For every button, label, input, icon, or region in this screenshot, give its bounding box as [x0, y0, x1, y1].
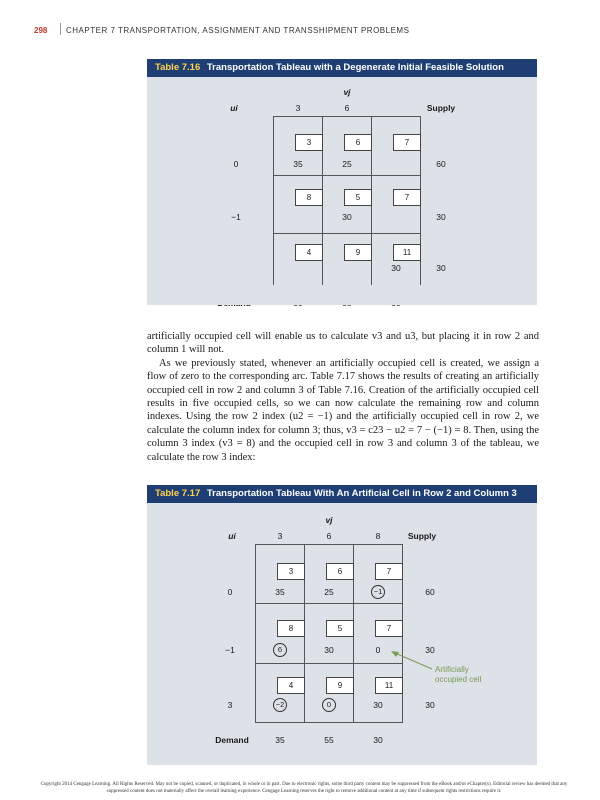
flow-value: 30 [342, 212, 352, 222]
cost-cell: 4 [277, 677, 305, 694]
chapter-title: CHAPTER 7 TRANSPORTATION, ASSIGNMENT AND TRANSSHIPMENT PROBLEMS [66, 26, 410, 35]
reduced-cost-circle: 6 [273, 643, 287, 657]
column-index: 6 [344, 103, 350, 113]
demand-value: 30 [373, 735, 383, 745]
row-index: −1 [231, 212, 241, 222]
copyright-notice: Copyright 2014 Cengage Learning. All Rights Reserved. May not be copied, scanned, or duplicated, in whole or in part. Due to electronic rights, some third party content may be suppressed from the eBook and/or eChapter(s). Editorial review has deemed that any suppressed content does not materially affect the overall learning experience. Cengage Learning reserves the right to remove additional content at any time if subsequent rights restrictions require it. [40, 782, 568, 794]
row-index: 0 [227, 587, 233, 597]
grid-line [255, 544, 403, 545]
body-text [147, 330, 539, 464]
reduced-cost-circle: −1 [371, 585, 385, 599]
grid-line [273, 116, 274, 291]
row-index: 0 [233, 159, 239, 169]
annotation-arrow-icon [387, 648, 437, 673]
cost-cell: 7 [375, 563, 403, 580]
supply-value: 60 [436, 159, 446, 169]
cost-cell: 11 [375, 677, 403, 694]
table-7-17 [147, 485, 537, 765]
row-index: 3 [227, 700, 233, 710]
table-bottom-padding [147, 285, 537, 305]
annotation-line: occupied cell [435, 675, 482, 684]
supply-header: Supply [407, 531, 437, 541]
transportation-tableau [147, 503, 537, 765]
supply-value: 30 [425, 700, 435, 710]
cost-cell: 9 [326, 677, 354, 694]
paragraph: artificially occupied cell will enable us to calculate v3 and u3, but placing it in row 2 and column 1 will not. [147, 331, 539, 356]
column-index: 3 [295, 103, 301, 113]
table-label: Table 7.17 [155, 488, 201, 499]
grid-line [255, 603, 403, 604]
table-7-16 [147, 59, 537, 303]
demand-value: 55 [324, 735, 334, 745]
grid-line [273, 175, 421, 176]
reduced-cost-circle: 0 [322, 698, 336, 712]
cost-cell: 7 [393, 189, 421, 206]
annotation-line: Artificially [435, 665, 469, 674]
grid-line [273, 233, 421, 234]
header-divider [60, 23, 61, 35]
cost-cell: 6 [326, 563, 354, 580]
cost-cell: 11 [393, 244, 421, 261]
cost-cell: 8 [295, 189, 323, 206]
supply-value: 30 [436, 263, 446, 273]
reduced-cost-circle: −2 [273, 698, 287, 712]
flow-value: 30 [324, 645, 334, 655]
supply-value: 30 [436, 212, 446, 222]
supply-value: 60 [425, 587, 435, 597]
flow-value: 35 [293, 159, 303, 169]
transportation-tableau [147, 77, 537, 303]
row-index: −1 [225, 645, 235, 655]
demand-value: 35 [275, 735, 285, 745]
flow-value: 35 [275, 587, 285, 597]
cost-cell: 5 [344, 189, 372, 206]
table-caption: Transportation Tableau with a Degenerate Initial Feasible Solution [206, 62, 504, 73]
demand-label: Demand [215, 735, 249, 745]
flow-value: 25 [324, 587, 334, 597]
cost-cell: 9 [344, 244, 372, 261]
cost-cell: 4 [295, 244, 323, 261]
cost-cell: 6 [344, 134, 372, 151]
column-index: 8 [375, 531, 381, 541]
paragraph: As we previously stated, whenever an artificially occupied cell is created, we assign a flow of zero to the corresponding arc. Table 7.17 shows the results of creating an artificially occupied cell in row 2 and column 3 of Table 7.16. Creation of the artificially occupied cell results in five occupied cells, so we can now calculate the remaining row and column indexes. Using the row 2 index (u2 = −1) and the artificially occupied cell in row 2, we calculate the column index for column 3; thus, v3 = c23 − u2 = 7 − (−1) = 8. Then, using the column 3 index (v3 = 8) and the occupied cell in row 3 and column 3 of the tableau, we calculate the row 3 index: [147, 357, 539, 463]
table-title [147, 59, 537, 77]
vj-header: vj [325, 515, 333, 525]
annotation-label [435, 665, 481, 685]
cost-cell: 5 [326, 620, 354, 637]
grid-line [273, 116, 421, 117]
cost-cell: 7 [393, 134, 421, 151]
flow-value: 30 [391, 263, 401, 273]
flow-value: 25 [342, 159, 352, 169]
artificial-flow-value: 0 [375, 645, 381, 655]
flow-value: 30 [373, 700, 383, 710]
cost-cell: 8 [277, 620, 305, 637]
grid-line [255, 544, 256, 722]
column-index: 3 [277, 531, 283, 541]
table-caption: Transportation Tableau With An Artificial Cell in Row 2 and Column 3 [206, 488, 517, 499]
grid-line [255, 722, 403, 723]
table-title [147, 485, 537, 503]
supply-header: Supply [426, 103, 456, 113]
page-number: 298 [34, 26, 48, 35]
cost-cell: 3 [295, 134, 323, 151]
cost-cell: 7 [375, 620, 403, 637]
ui-header: ui [230, 103, 238, 113]
column-index: 6 [326, 531, 332, 541]
vj-header: vj [343, 87, 351, 97]
cost-cell: 3 [277, 563, 305, 580]
grid-line [255, 663, 403, 664]
supply-value: 30 [425, 645, 435, 655]
table-label: Table 7.16 [155, 62, 201, 73]
ui-header: ui [228, 531, 236, 541]
